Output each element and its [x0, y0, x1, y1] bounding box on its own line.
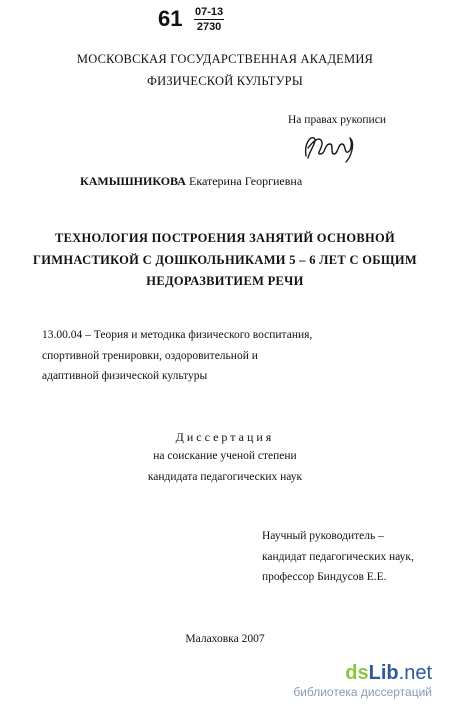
manuscript-rights: На правах рукописи [288, 114, 386, 126]
specialty-line-1: 13.00.04 – Теория и методика физического воспитания, [42, 329, 313, 341]
handwritten-signature [300, 130, 360, 169]
watermark-subtitle: библиотека диссертаций [293, 685, 432, 699]
shelfmark-number: 61 [158, 6, 183, 31]
advisor-line-3: профессор Биндусов Е.Е. [262, 571, 387, 583]
shelfmark-top: 07-13 [195, 6, 224, 18]
specialty-line-2: спортивной тренировки, оздоровительной и [42, 350, 258, 362]
author-name [80, 174, 302, 189]
author-surname: КАМЫШНИКОВА [80, 174, 186, 188]
academy-line-1: МОСКОВСКАЯ ГОСУДАРСТВЕННАЯ АКАДЕМИЯ [76, 52, 374, 66]
title-line-1: ТЕХНОЛОГИЯ ПОСТРОЕНИЯ ЗАНЯТИЙ ОСНОВНОЙ [54, 231, 396, 245]
watermark-lib: Lib [368, 662, 399, 684]
dissertation-field-line: кандидата педагогических наук [147, 471, 303, 483]
watermark-ds: ds [345, 662, 369, 684]
watermark-logo [345, 662, 432, 685]
academy-line-2: ФИЗИЧЕСКОЙ КУЛЬТУРЫ [147, 74, 303, 88]
shelfmark-bottom: 2730 [196, 21, 222, 33]
dissertation-degree-line: на соискание ученой степени [153, 450, 297, 462]
dissertation-heading: Диссертация [175, 430, 275, 444]
advisor-line-1: Научный руководитель – [262, 530, 384, 542]
title-line-3: НЕДОРАЗВИТИЕМ РЕЧИ [146, 274, 304, 288]
shelfmark-fraction [194, 6, 224, 33]
watermark-net: .net [398, 662, 432, 684]
advisor-line-2: кандидат педагогических наук, [262, 551, 414, 563]
city-year: Малаховка 2007 [185, 633, 265, 645]
author-given-names: Екатерина Георгиевна [188, 174, 303, 188]
specialty-line-3: адаптивной физической культуры [42, 370, 208, 382]
title-line-2: ГИМНАСТИКОЙ С ДОШКОЛЬНИКАМИ 5 – 6 ЛЕТ С ОБЩИМ [33, 253, 417, 267]
